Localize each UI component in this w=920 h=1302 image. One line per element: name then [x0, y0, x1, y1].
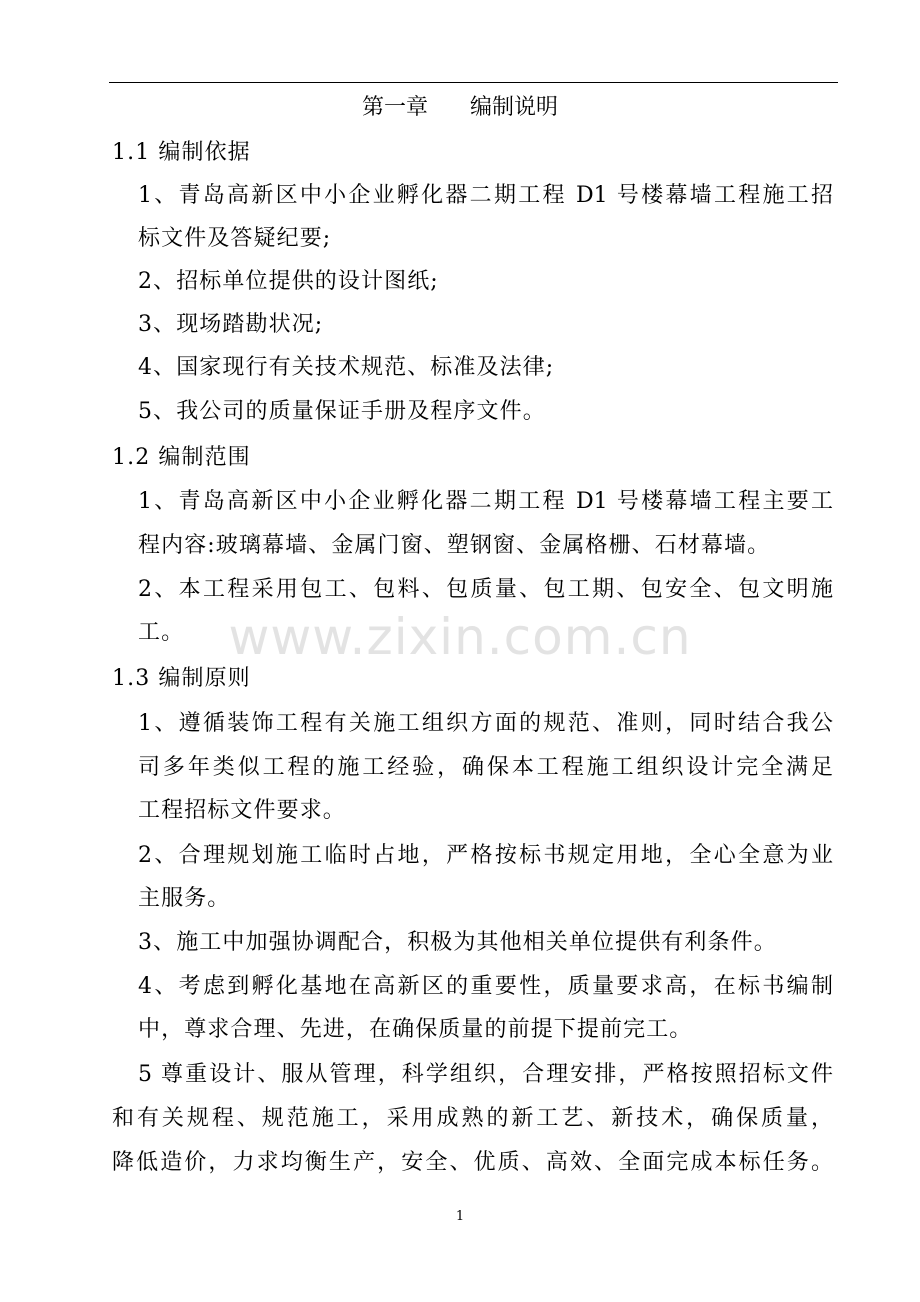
paragraph-line: 工程招标文件要求。 — [138, 798, 346, 823]
list-item: 5、我公司的质量保证手册及程序文件。 — [138, 399, 546, 424]
paragraph-line: 中，尊求合理、先进，在确保质量的前提下提前完工。 — [138, 1017, 693, 1042]
paragraph-line: 4、考虑到孵化基地在高新区的重要性，质量要求高，在标书编制 — [138, 974, 833, 999]
list-item: 2、招标单位提供的设计图纸; — [138, 269, 439, 294]
paragraph-line: 降低造价，力求均衡生产，安全、优质、高效、全面完成本标任务。 — [112, 1150, 833, 1175]
list-item: 3、施工中加强协调配合，积极为其他相关单位提供有利条件。 — [138, 930, 777, 955]
paragraph-line: 标文件及答疑纪要; — [138, 226, 332, 251]
paragraph-line: 2、合理规划施工临时占地，严格按标书规定用地，全心全意为业 — [138, 843, 833, 868]
header-rule — [109, 82, 838, 83]
paragraph-line: 工。 — [138, 620, 185, 645]
paragraph-line: 1、青岛高新区中小企业孵化器二期工程 D1 号楼幕墙工程施工招 — [138, 183, 833, 208]
chapter-title: 第一章 编制说明 — [362, 95, 558, 120]
list-item: 4、国家现行有关技术规范、标准及法律; — [138, 355, 555, 380]
paragraph-line: 1、遵循装饰工程有关施工组织方面的规范、准则，同时结合我公 — [138, 711, 833, 736]
paragraph-line: 主服务。 — [138, 886, 231, 911]
paragraph-line: 1、青岛高新区中小企业孵化器二期工程 D1 号楼幕墙工程主要工 — [138, 489, 833, 514]
section-heading-1-3: 1.3 编制原则 — [112, 666, 251, 691]
paragraph-line: 2、本工程采用包工、包料、包质量、包工期、包安全、包文明施 — [138, 577, 833, 602]
paragraph-line: 和有关规程、规范施工，采用成熟的新工艺、新技术，确保质量， — [112, 1106, 833, 1131]
list-item: 3、现场踏勘状况; — [138, 312, 324, 337]
paragraph-line: 程内容:玻璃幕墙、金属门窗、塑钢窗、金属格栅、石材幕墙。 — [138, 533, 771, 558]
watermark: www.zixin.com.cn — [228, 608, 692, 666]
page-number: 1 — [455, 1209, 465, 1224]
section-heading-1-1: 1.1 编制依据 — [112, 140, 251, 165]
paragraph-line: 5 尊重设计、服从管理，科学组织，合理安排，严格按照招标文件 — [138, 1062, 833, 1087]
paragraph-line: 司多年类似工程的施工经验，确保本工程施工组织设计完全满足 — [138, 755, 833, 780]
section-heading-1-2: 1.2 编制范围 — [112, 445, 251, 470]
